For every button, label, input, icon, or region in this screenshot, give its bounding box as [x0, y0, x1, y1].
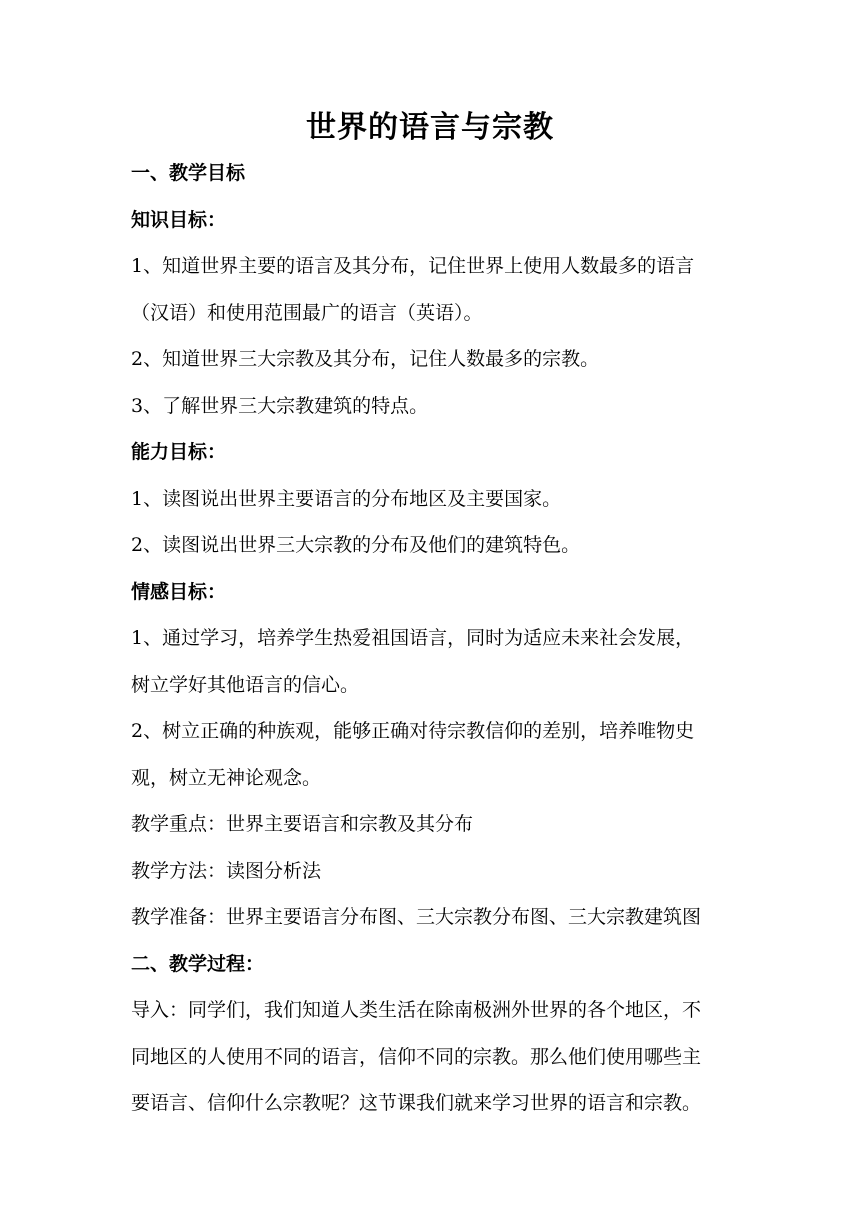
introduction-line-3: 要语言、信仰什么宗教呢？这节课我们就来学习世界的语言和宗教。: [131, 1092, 702, 1114]
ability-goal-1: 1、读图说出世界主要语言的分布地区及主要国家。: [131, 487, 562, 510]
teaching-method: 教学方法：读图分析法: [131, 859, 322, 882]
ability-goal-2: 2、读图说出世界三大宗教的分布及他们的建筑特色。: [131, 534, 581, 556]
emotion-goal-2-line-2: 观，树立无神论观念。: [131, 766, 322, 789]
subheading-ability-goals: 能力目标：: [131, 441, 227, 463]
knowledge-goal-2: 2、知道世界三大宗教及其分布，记住人数最多的宗教。: [131, 348, 600, 370]
knowledge-goal-3: 3、了解世界三大宗教建筑的特点。: [131, 394, 429, 417]
knowledge-goal-1-line-1: 1、知道世界主要的语言及其分布，记住世界上使用人数最多的语言: [131, 255, 695, 277]
emotion-goal-1-line-1: 1、通过学习，培养学生热爱祖国语言，同时为适应未来社会发展，: [131, 627, 695, 649]
emotion-goal-1-line-2: 树立学好其他语言的信心。: [131, 673, 360, 696]
section-heading-teaching-goals: 一、教学目标: [131, 162, 246, 184]
teaching-key-points: 教学重点：世界主要语言和宗教及其分布: [131, 813, 474, 835]
teaching-preparation: 教学准备：世界主要语言分布图、三大宗教分布图、三大宗教建筑图: [131, 906, 702, 928]
document-body: [131, 150, 731, 1127]
document-title: 世界的语言与宗教: [306, 110, 554, 145]
subheading-emotion-goals: 情感目标：: [131, 580, 227, 603]
subheading-knowledge-goals: 知识目标：: [131, 208, 227, 231]
emotion-goal-2-line-1: 2、树立正确的种族观，能够正确对待宗教信仰的差别，培养唯物史: [131, 720, 695, 742]
knowledge-goal-1-line-2: （汉语）和使用范围最广的语言（英语）。: [131, 301, 483, 324]
introduction-line-2: 同地区的人使用不同的语言，信仰不同的宗教。那么他们使用哪些主: [131, 1045, 702, 1068]
section-heading-teaching-process: 二、教学过程：: [131, 952, 265, 975]
introduction-line-1: 导入：同学们，我们知道人类生活在除南极洲外世界的各个地区，不: [131, 999, 702, 1021]
